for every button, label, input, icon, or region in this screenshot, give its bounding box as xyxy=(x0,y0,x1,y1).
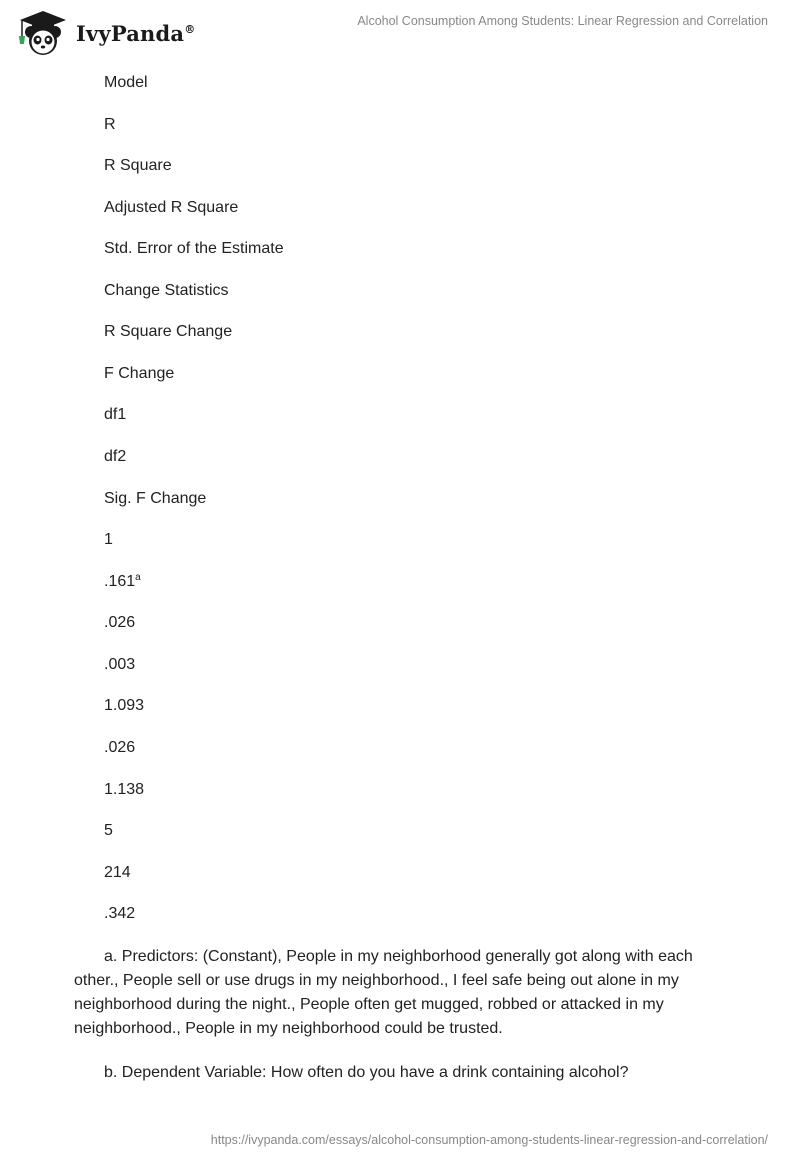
cell-model: 1 xyxy=(104,531,113,548)
footnote-dependent-variable: b. Dependent Variable: How often do you have a drink containing alcohol? xyxy=(104,1064,629,1081)
header-r: R xyxy=(104,116,116,133)
cell-df2: 214 xyxy=(104,864,131,881)
page-header xyxy=(0,0,800,60)
header-df2: df2 xyxy=(104,448,127,465)
header-adjusted-r-square: Adjusted R Square xyxy=(104,199,239,216)
cell-r: .161$^a$ xyxy=(104,572,141,590)
cell-f-change: 1.138 xyxy=(104,781,145,798)
panda-graduate-icon xyxy=(14,8,72,56)
document-title: Alcohol Consumption Among Students: Linear Regression and Correlation xyxy=(357,14,768,28)
header-r-square-change: R Square Change xyxy=(104,323,233,340)
header-change-statistics: Change Statistics xyxy=(104,282,229,299)
cell-sig-f-change: .342 xyxy=(104,905,136,922)
footnote-marker-a: a xyxy=(135,572,141,583)
cell-r-square: .026 xyxy=(104,614,136,631)
header-f-change: F Change xyxy=(104,365,175,382)
cell-adjusted-r-square: .003 xyxy=(104,656,136,673)
footnote-predictors: a. Predictors: (Constant), People in my neighborhood generally got along with each other., People sell or use drugs in my neighborhood., I feel safe being out alone in my neighborhood during the night., People often get mugged, robbed or attacked in my neighborhood., People in my neighborhood could be trusted. xyxy=(74,948,693,1037)
header-model: Model xyxy=(104,74,148,91)
header-r-square: R Square xyxy=(104,157,172,174)
header-std-error: Std. Error of the Estimate xyxy=(104,240,284,257)
cell-df1: 5 xyxy=(104,822,113,839)
ivypanda-logo[interactable] xyxy=(14,8,195,56)
header-sig-f-change: Sig. F Change xyxy=(104,490,207,507)
brand-name: IvyPanda® xyxy=(76,20,196,46)
cell-std-error: 1.093 xyxy=(104,697,145,714)
source-url[interactable]: https://ivypanda.com/essays/alcohol-consumption-among-students-linear-regression-and-correlation/ xyxy=(210,1133,768,1147)
header-df1: df1 xyxy=(104,406,127,423)
cell-r-square-change: .026 xyxy=(104,739,136,756)
